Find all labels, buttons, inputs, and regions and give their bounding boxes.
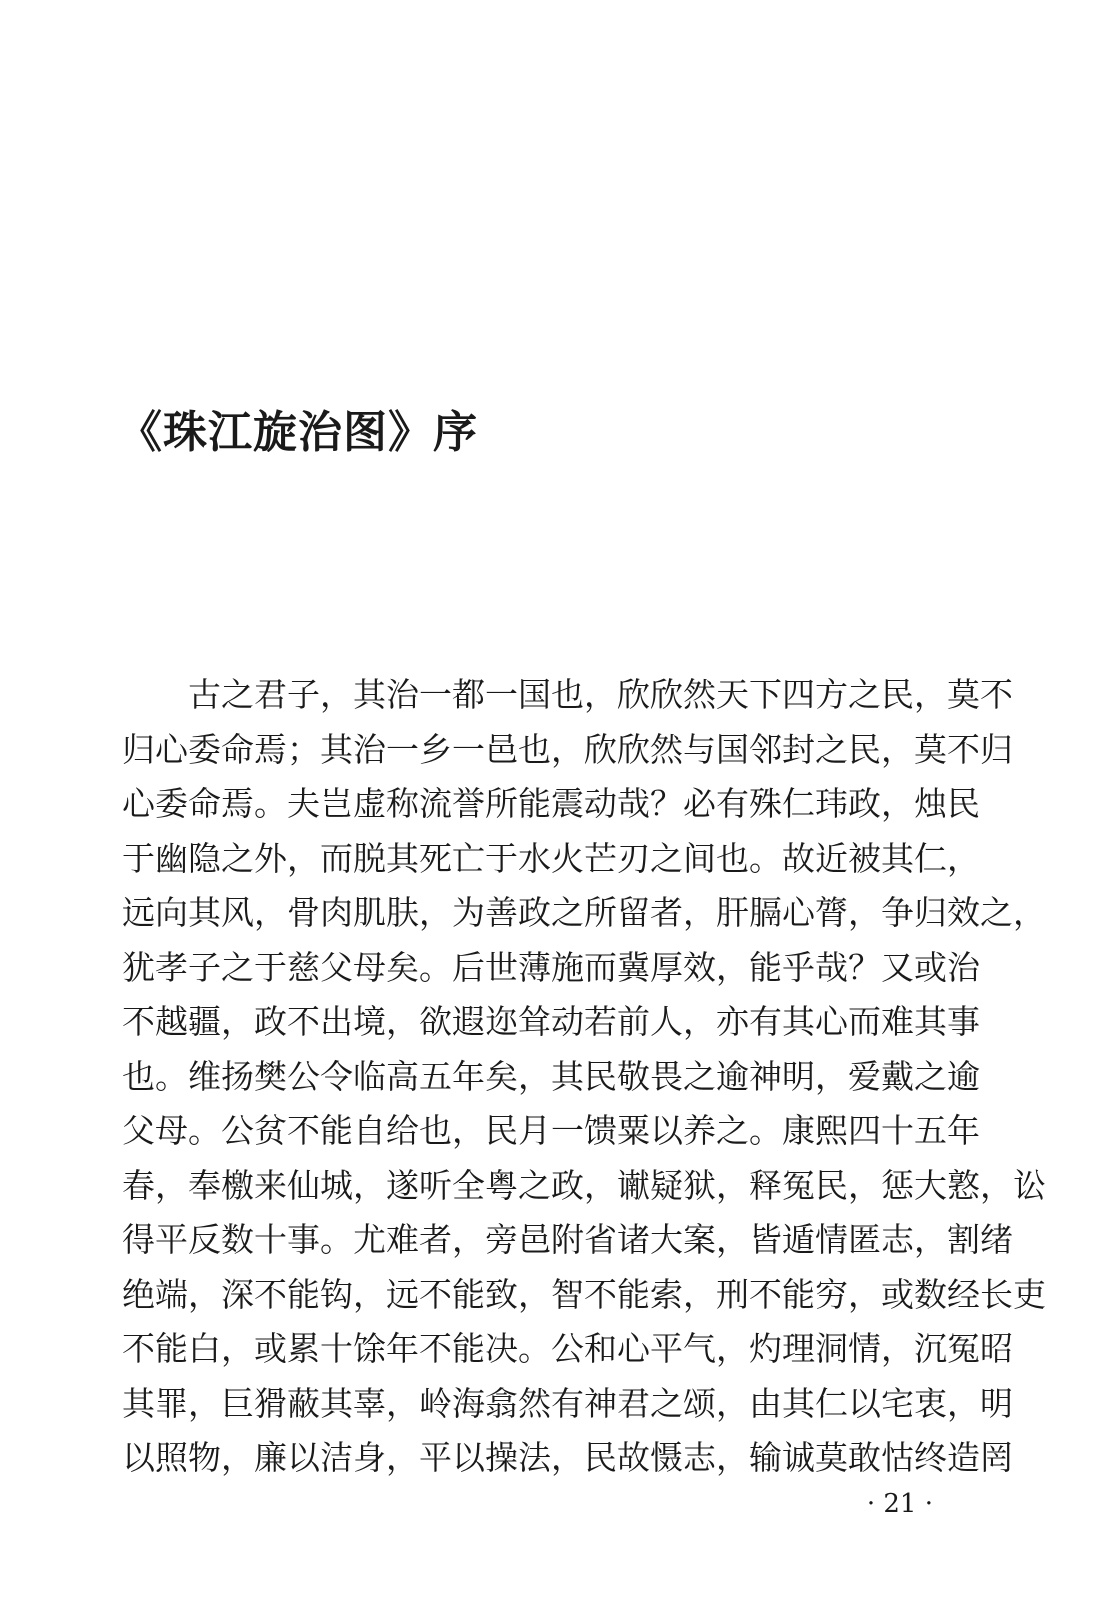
page-number: · 21 · — [866, 1489, 933, 1519]
text-line: 不能白，或累十馀年不能决。公和心平气，灼理洞情，沉冤昭 — [122, 1329, 1013, 1368]
text-line: 于幽隐之外，而脱其死亡于水火芒刃之间也。故近被其仁， — [122, 838, 980, 878]
text-line: 春，奉檄来仙城，遂听全粤之政，谳疑狱，释冤民，惩大憝，讼 — [122, 1165, 1046, 1205]
text-line: 也。维扬樊公令临高五年矣，其民敬畏之逾神明，爱戴之逾 — [122, 1056, 980, 1096]
page-title: 《珠江旋治图》序 — [118, 407, 478, 458]
text-line: 不越疆，政不出境，欲遐迩耸动若前人，亦有其心而难其事 — [122, 1002, 980, 1041]
text-line: 以照物，廉以洁身，平以操法，民故慑志，输诚莫敢怙终造罔 — [122, 1438, 1013, 1477]
text-line: 绝端，深不能钩，远不能致，智不能索，刑不能穷，或数经长吏 — [122, 1274, 1046, 1314]
text-line: 犹孝子之于慈父母矣。后世薄施而冀厚效，能乎哉？又或治 — [122, 947, 980, 987]
text-line: 其罪，巨猾蔽其辜，岭海翕然有神君之颂，由其仁以宅衷，明 — [122, 1383, 1013, 1423]
text-line: 心委命焉。夫岂虚称流誉所能震动哉？必有殊仁玮政，烛民 — [122, 784, 980, 823]
text-line: 得平反数十事。尤难者，旁邑附省诸大案，皆遁情匿志，割绪 — [122, 1220, 1013, 1259]
text-line: 父母。公贫不能自给也，民月一馈粟以养之。康熙四十五年 — [122, 1111, 980, 1150]
text-line: 归心委命焉；其治一乡一邑也，欣欣然与国邻封之民，莫不归 — [122, 729, 1013, 769]
text-line: 远向其风，骨肉肌肤，为善政之所留者，肝膈心膂，争归效之， — [122, 893, 1046, 932]
body-text — [122, 668, 1046, 1486]
text-line: 古之君子，其治一都一国也，欣欣然天下四方之民，莫不 — [188, 675, 1013, 714]
